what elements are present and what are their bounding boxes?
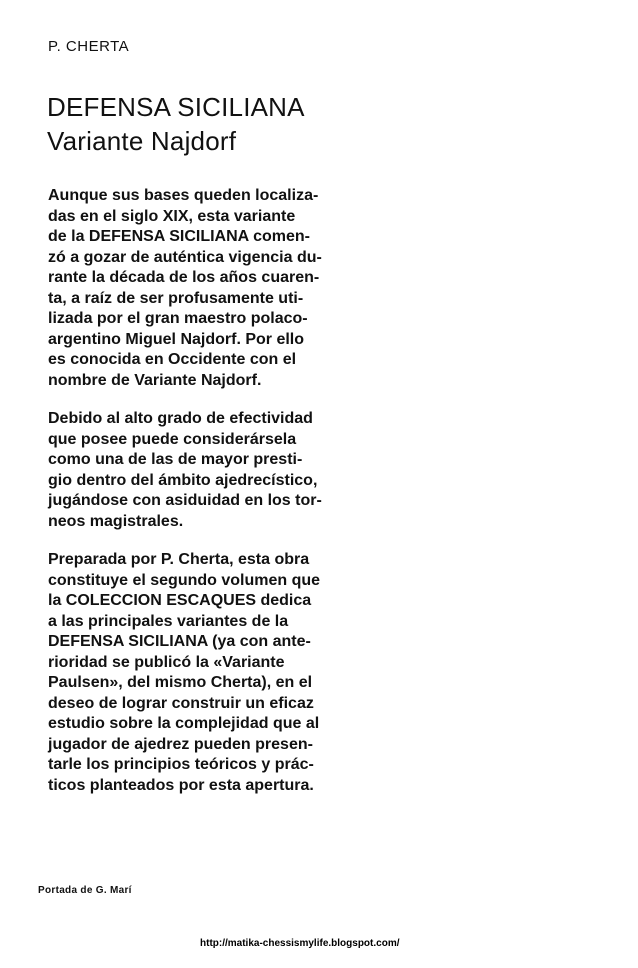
text-line: neos magistrales. <box>48 512 184 530</box>
text-line: argentino Miguel Najdorf. Por ello <box>48 330 305 348</box>
footer-url-link[interactable]: http://matika-chessismylife.blogspot.com/ <box>200 938 400 949</box>
text-line: tarle los principios teóricos y prác- <box>48 756 314 773</box>
text-line: de la DEFENSA SICILIANA comen- <box>48 228 310 245</box>
text-line: rante la década de los años cuaren- <box>48 269 320 286</box>
text-line: nombre de Variante Najdorf. <box>48 371 262 389</box>
text-line: ta, a raíz de ser profusamente uti- <box>48 289 304 307</box>
text-line: Paulsen», del mismo Cherta), en el <box>48 674 313 691</box>
paragraph-2 <box>48 409 348 532</box>
text-line: gio dentro del ámbito ajedrecístico, <box>48 471 318 489</box>
text-line: ticos planteados por esta apertura. <box>48 776 314 794</box>
text-line: DEFENSA SICILIANA (ya con ante- <box>48 633 311 650</box>
paragraph-3 <box>48 550 348 796</box>
text-line: la COLECCION ESCAQUES dedica <box>48 592 312 609</box>
text-line: lizada por el gran maestro polaco- <box>48 310 308 327</box>
title-line-1: DEFENSA SICILIANA <box>47 92 305 122</box>
text-line: jugador de ajedrez pueden presen- <box>48 735 313 753</box>
text-line: Debido al alto grado de efectividad <box>48 410 313 427</box>
title-line-2: Variante Najdorf <box>47 126 237 156</box>
text-line: a las principales variantes de la <box>48 612 289 630</box>
text-line: das en el siglo XIX, esta variante <box>48 207 296 225</box>
text-line: deseo de lograr construir un eficaz <box>48 694 314 712</box>
text-line: rioridad se publicó la «Variante <box>48 653 285 671</box>
text-line: Preparada por P. Cherta, esta obra <box>48 551 310 568</box>
cover-credit: Portada de G. Marí <box>38 885 132 896</box>
text-line: es conocida en Occidente con el <box>48 351 297 368</box>
text-line: Aunque sus bases queden localiza- <box>48 187 319 204</box>
text-line: constituye el segundo volumen que <box>48 571 321 589</box>
author-name: P. CHERTA <box>48 38 130 55</box>
text-line: que posee puede considerársela <box>48 430 297 448</box>
description-body <box>48 186 348 814</box>
paragraph-1 <box>48 186 348 391</box>
text-line: jugándose con asiduidad en los tor- <box>48 492 322 509</box>
book-title <box>47 90 305 158</box>
text-line: estudio sobre la complejidad que al <box>48 715 320 732</box>
text-line: como una de las de mayor presti- <box>48 451 303 468</box>
text-line: zó a gozar de auténtica vigencia du- <box>48 248 322 266</box>
